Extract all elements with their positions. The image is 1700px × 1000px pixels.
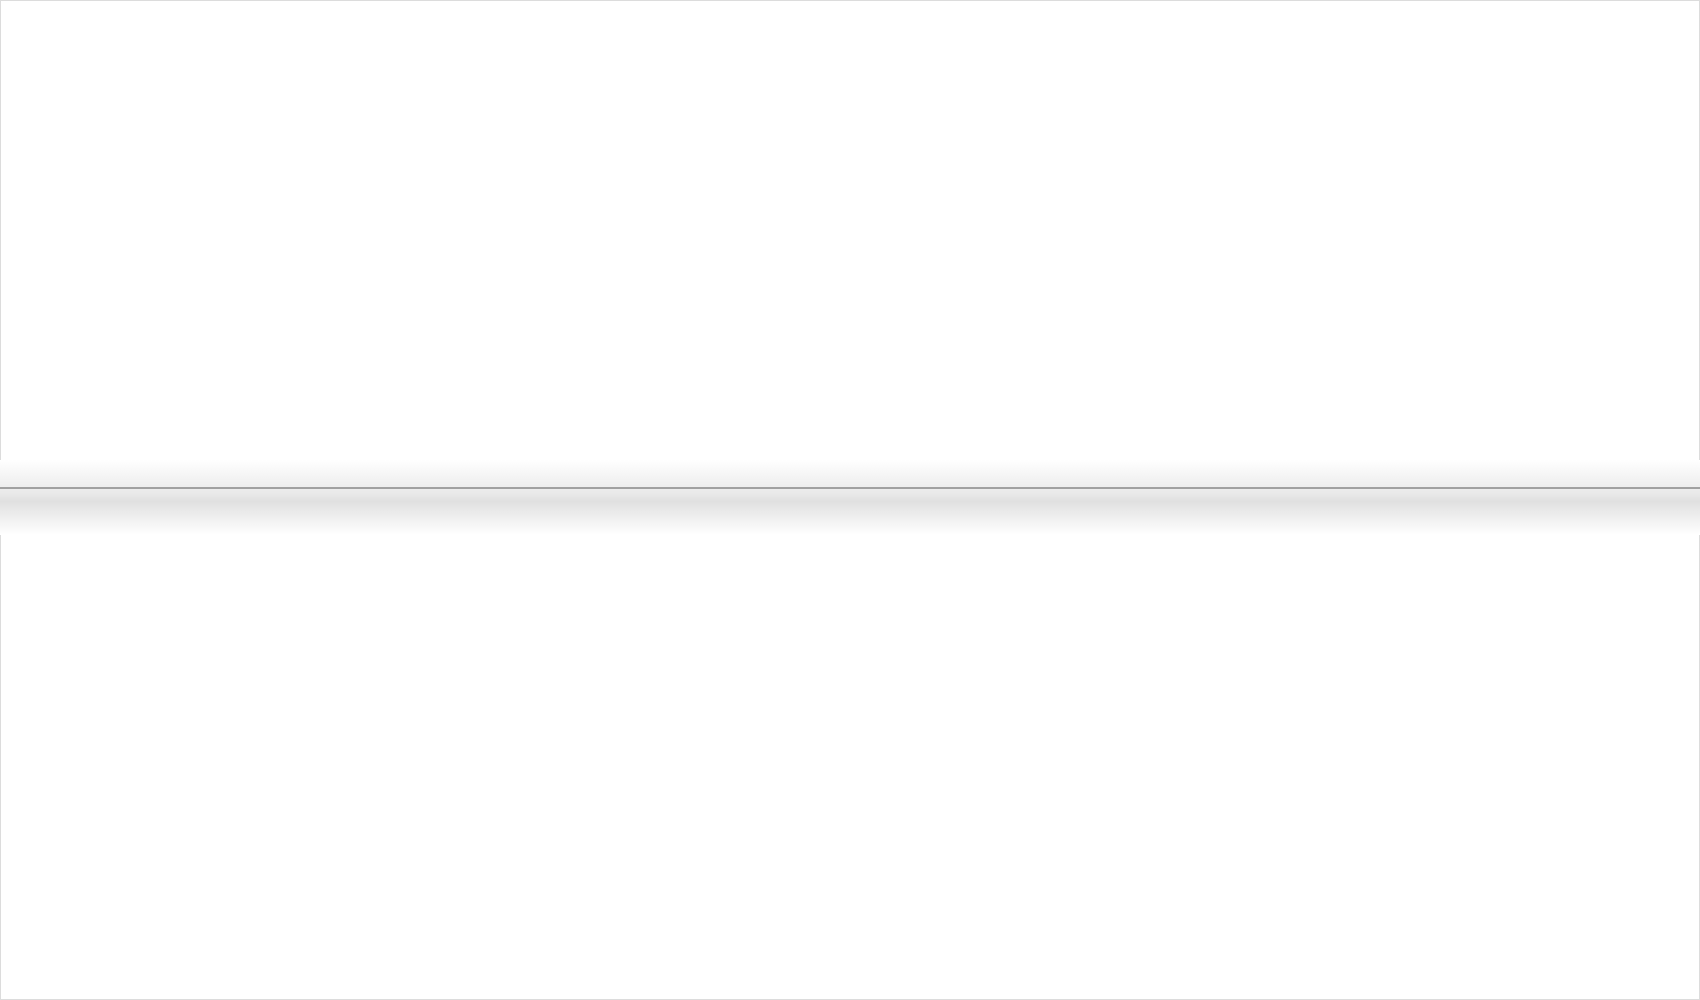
spiral-binding xyxy=(0,440,1700,550)
